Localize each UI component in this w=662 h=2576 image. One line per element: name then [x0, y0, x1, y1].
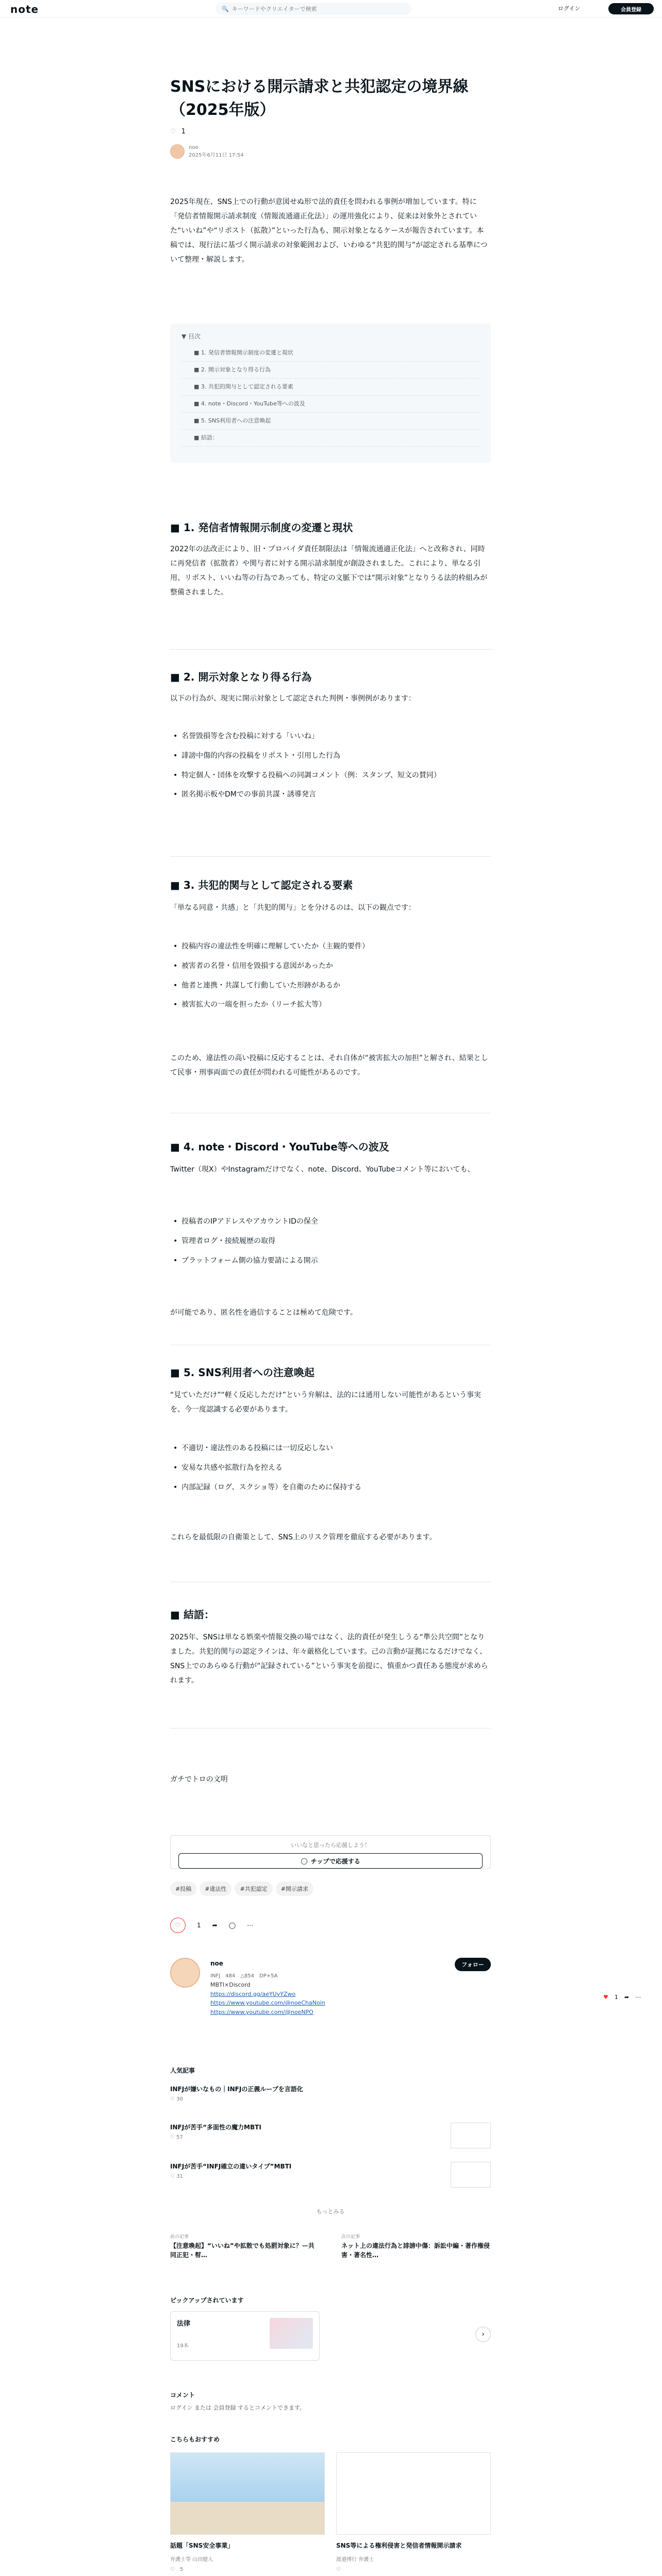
recommend-card[interactable]: SNS等による権利侵害と発信者情報開示請求 渡邉博行 弁護士 ♡: [336, 2452, 491, 2572]
toc-item[interactable]: ■ 1. 発信者情報開示制度の変遷と現状: [181, 345, 479, 362]
recommend-card[interactable]: 話題「SNS安全事業」 弁護士等 山田健人 ♡ 5: [170, 2452, 325, 2572]
hashtag[interactable]: #違法性: [200, 1882, 231, 1896]
creator-bio: MBTI×Discord https://discord.gg/aeYUyYZwo https://www.youtube.com/@noeChaNoin https://www.youtube.com/@noeNPO: [210, 1980, 427, 2016]
closing-line: ガチでトロの文明: [170, 1775, 228, 1784]
list-item: • 誹謗中傷的内容の投稿をリポスト・引用した行為: [170, 750, 491, 762]
list-item: • 他者と連携・共謀して行動していた形跡があるか: [170, 980, 491, 992]
list-item: • プラットフォーム側の協力要請による開示: [170, 1255, 491, 1267]
section-1-text: 2022年の法改正により、旧・プロバイダ責任制限法は「情報流通適正化法」へと改称され、同時に再発信者（拡散者）や関与者に対する開示請求制度が創設されました。これにより、単なる引用、リポスト、いいね等の行為であっても、特定の文脈下では“開示対象”となりうる法的枠組みが整備されました。: [170, 545, 488, 597]
list-item: • 管理者ログ・接続履歴の取得: [170, 1235, 491, 1248]
section-heading-3: ■ 3. 共犯的関与として認定される要素: [170, 879, 353, 891]
table-of-contents: [170, 324, 491, 463]
pickup-section: [170, 2296, 491, 2349]
section-2-list: [170, 731, 491, 808]
section-heading-5: ■ 5. SNS利用者への注意喚起: [170, 1366, 315, 1379]
note-logo[interactable]: note: [10, 3, 39, 15]
popular-item[interactable]: INFJが苦手“INFJ確立の違いタイプ”MBTI ♡ 31: [170, 2162, 491, 2194]
like-count: 1: [181, 128, 186, 135]
tag-list: [170, 1882, 313, 1896]
author-avatar[interactable]: [170, 144, 185, 159]
chevron-right-icon[interactable]: ›: [475, 2327, 491, 2342]
article-thumbnail: [451, 2123, 491, 2148]
popular-item[interactable]: INFJが嫌いなもの｜INFJの正義ループを言語化 ♡ 30: [170, 2086, 303, 2102]
section-heading-4: ■ 4. note・Discord・YouTube等への波及: [170, 1141, 389, 1153]
search-icon: 🔍: [222, 5, 229, 12]
more-icon[interactable]: ⋯: [247, 1922, 254, 1929]
section-5-text: これらを最低限の自衛策として、SNS上のリスク管理を徹底する必要があります。: [170, 1533, 437, 1541]
card-image: [336, 2452, 491, 2535]
pickup-image: [270, 2318, 313, 2349]
support-text: いいなと思ったら応援しよう！: [291, 1842, 370, 1849]
popular-item[interactable]: INFJが苦手“多面性の魔力MBTI ♡ 57: [170, 2123, 491, 2155]
creator-avatar[interactable]: [170, 1958, 200, 1988]
comment-icon[interactable]: ◯: [228, 1922, 236, 1929]
popular-heading: 人気記事: [170, 2067, 195, 2074]
creator-link[interactable]: https://www.youtube.com/@noeNPO: [210, 2008, 313, 2015]
article-thumbnail: [451, 2162, 491, 2188]
author-name[interactable]: noe: [189, 145, 198, 150]
pickup-heading: ピックアップされています: [170, 2297, 244, 2304]
list-item: • 内部記録（ログ、スクショ等）を自衛のために保持する: [170, 1482, 491, 1494]
section-5-list: [170, 1443, 491, 1501]
toc-item[interactable]: ■ 結語：: [181, 430, 479, 447]
like-button[interactable]: [170, 1918, 186, 1933]
tip-button[interactable]: ◯ チップで応援する: [178, 1853, 483, 1869]
comments-heading: コメント: [170, 2392, 195, 2399]
section-3-list: [170, 941, 491, 1019]
action-row: [170, 1918, 253, 1933]
hashtag[interactable]: #投稿: [170, 1882, 196, 1896]
section-3-lead: 「単なる同意・共感」と「共犯的関与」とを分けるのは、以下の観点です：: [170, 904, 416, 912]
share-icon[interactable]: ➦: [624, 1994, 630, 2001]
search-input[interactable]: [232, 6, 402, 12]
toc-item[interactable]: ■ 3. 共犯的関与として認定される要素: [181, 379, 479, 396]
creator-stats: INFJ 484 △854 DP+5A: [210, 1973, 278, 1979]
heart-icon[interactable]: ♡: [170, 128, 176, 135]
card-image: [170, 2452, 325, 2535]
hashtag[interactable]: #共犯認定: [235, 1882, 272, 1896]
recommend-heading: こちらもおすすめ: [170, 2436, 220, 2443]
list-item: • 被害者の名誉・信用を毀損する意図があったか: [170, 960, 491, 973]
more-icon[interactable]: ⋯: [635, 1994, 641, 2001]
comments-section: [170, 2391, 491, 2412]
list-item: • 特定個人・団体を攻撃する投稿への同調コメント（例：スタンプ、短文の賛同）: [170, 770, 491, 782]
section-5-lead: “見ていただけ”“軽く反応しただけ”という弁解は、法的には通用しない可能性があるという事実を、今一度認識する必要があります。: [170, 1391, 482, 1414]
next-article[interactable]: 次の記事 ネット上の違法行為と誹謗中傷：訴訟中編・著作権侵害・著名性…: [341, 2234, 490, 2259]
pickup-card[interactable]: 法律 19本: [170, 2311, 320, 2361]
signup-button[interactable]: 会員登録: [608, 3, 654, 14]
author-row: [170, 144, 244, 159]
list-item: • 名誉毀損等を含む投稿に対する「いいね」: [170, 731, 491, 743]
toc-item[interactable]: ■ 4. note・Discord・YouTube等への波及: [181, 396, 479, 413]
section-heading-1: ■ 1. 発信者情報開示制度の変遷と現状: [170, 521, 353, 534]
list-item: • 投稿内容の違法性を明確に理解していたか（主観的要件）: [170, 941, 491, 953]
section-heading-6: ■ 結語：: [170, 1608, 214, 1621]
creator-name[interactable]: noe: [210, 1960, 223, 1967]
list-item: • 被害拡大の一端を担ったか（リーチ拡大等）: [170, 999, 491, 1011]
publish-date: 2025年6月11日 17:54: [189, 152, 244, 158]
search-box[interactable]: [216, 3, 411, 15]
list-item: • 不適切・違法性のある投稿には一切反応しない: [170, 1443, 491, 1455]
divider: [170, 856, 491, 857]
toc-heading[interactable]: ▼ 目次: [181, 333, 201, 340]
list-item: • 投稿者のIPアドレスやアカウントIDの保全: [170, 1216, 491, 1228]
top-header: [0, 0, 662, 18]
intro-paragraph: 2025年現在、SNS上での行動が意図せぬ形で法的責任を問われる事例が増加しています。特に「発信者情報開示請求制度（情報流通適正化法）」の運用強化により、従来は対象外とされていた“いいね”や“リポスト（拡散）”といった行為も、開示対象となるケースが報告されています。本稿では、現行法に基づく開示請求の対象範囲および、いわゆる“共犯的関与”が認定される基準について整理・解説します。: [170, 198, 488, 264]
login-link[interactable]: ログイン: [558, 5, 581, 12]
hashtag[interactable]: #開示請求: [276, 1882, 313, 1896]
section-heading-2: ■ 2. 開示対象となり得る行為: [170, 671, 312, 683]
more-link[interactable]: もっとみる: [316, 2208, 345, 2215]
toc-item[interactable]: ■ 5. SNS利用者への注意喚起: [181, 413, 479, 430]
share-icon[interactable]: ➦: [212, 1922, 218, 1929]
section-3-text: このため、違法性の高い投稿に反応することは、それ自体が“被害拡大の加担”と解され、結果として民事・刑事両面での責任が問われる可能性があるのです。: [170, 1054, 488, 1077]
conclusion-text: 2025年、SNSは単なる娯楽や情報交換の場ではなく、法的責任が発生しうる“準公共空間”となりました。共犯的関与の認定ラインは、年々厳格化しています。己の言動が証拠になるだけでなく、SNS上でのあらゆる行動が“記録されている”という事実を前提に、慎重かつ責任ある態度が求められます。: [170, 1633, 488, 1685]
prev-article[interactable]: 前の記事 【注意喚起】“いいね”や拡散でも処罰対象に？ー共同正犯・幇…: [170, 2234, 315, 2259]
like-count: 1: [197, 1922, 201, 1929]
prev-next-nav: [170, 2234, 491, 2275]
comments-login-text[interactable]: ログイン または 会員登録 するとコメントできます。: [170, 2404, 306, 2411]
toc-item[interactable]: ■ 2. 開示対象となり得る行為: [181, 362, 479, 379]
tip-icon: ◯: [301, 1857, 308, 1865]
top-like-row: [170, 128, 186, 135]
heart-icon[interactable]: ♥: [603, 1994, 608, 2001]
heart-icon: ♡: [175, 1922, 181, 1929]
side-action-bar: ♥ 1 ➦ ⋯: [603, 1994, 641, 2001]
section-4-text: が可能であり、匿名性を過信することは極めて危険です。: [170, 1309, 357, 1317]
section-2-lead: 以下の行為が、現実に開示対象として認定された判例・事例例があります：: [170, 694, 416, 703]
article-title: SNSにおける開示請求と共犯認定の境界線（2025年版）: [170, 78, 469, 119]
creator-link[interactable]: https://discord.gg/aeYUyYZwo: [210, 1990, 296, 1997]
creator-link[interactable]: https://www.youtube.com/@noeChaNoin: [210, 1999, 325, 2007]
list-item: • 匿名掲示板やDMでの事前共謀・誘導発言: [170, 789, 491, 801]
divider: [170, 649, 491, 650]
follow-button[interactable]: フォロー: [455, 1958, 491, 1971]
list-item: • 安易な共感や拡散行為を控える: [170, 1462, 491, 1475]
section-4-lead: Twitter（現X）やInstagramだけでなく、note、Discord、YouTubeコメント等においても、: [170, 1165, 475, 1174]
section-4-list: [170, 1216, 491, 1274]
support-box: [170, 1835, 491, 1869]
